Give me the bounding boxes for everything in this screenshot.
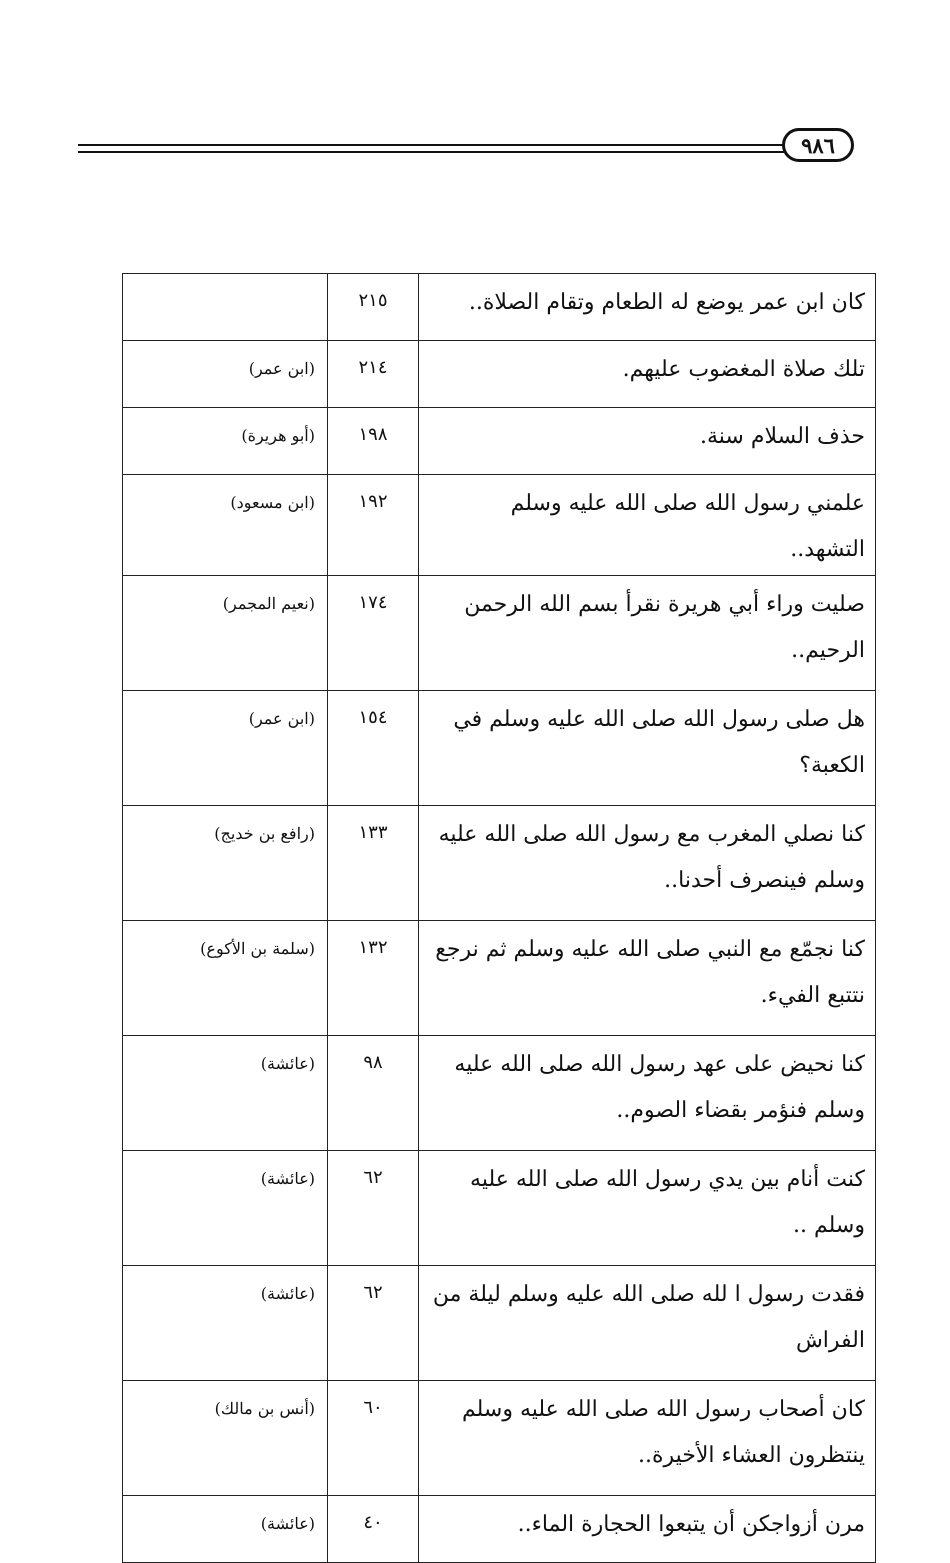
narrator: (نعيم المجمر) — [123, 576, 328, 691]
hadith-text: كنا نصلي المغرب مع رسول الله صلى الله عليه وسلم فينصرف أحدنا.. — [419, 806, 876, 921]
narrator — [123, 274, 328, 341]
page-ref: ١٩٨ — [328, 408, 419, 475]
page-ref: ٦٢ — [328, 1151, 419, 1266]
narrator: (عائشة) — [123, 1496, 328, 1563]
table-row — [123, 1266, 876, 1381]
page-ref: ١٣٢ — [328, 921, 419, 1036]
narrator: (عائشة) — [123, 1151, 328, 1266]
page-ref: ٦٢ — [328, 1266, 419, 1381]
hadith-text: هل صلى رسول الله صلى الله عليه وسلم في الكعبة؟ — [419, 691, 876, 806]
table-row — [123, 1151, 876, 1266]
hadith-text: كان أصحاب رسول الله صلى الله عليه وسلم ينتظرون العشاء الأخيرة.. — [419, 1381, 876, 1496]
narrator: (سلمة بن الأكوع) — [123, 921, 328, 1036]
narrator: (ابن مسعود) — [123, 475, 328, 576]
narrator: (ابن عمر) — [123, 691, 328, 806]
table-row — [123, 1036, 876, 1151]
hadith-text: مرن أزواجكن أن يتبعوا الحجارة الماء.. — [419, 1496, 876, 1563]
page-ref: ٢١٥ — [328, 274, 419, 341]
page-ref: ٢١٤ — [328, 341, 419, 408]
page-ref: ٦٠ — [328, 1381, 419, 1496]
narrator: (رافع بن خديج) — [123, 806, 328, 921]
table-row — [123, 576, 876, 691]
header-rule — [78, 144, 790, 153]
page-ref: ١٧٤ — [328, 576, 419, 691]
table-row — [123, 1381, 876, 1496]
hadith-text: علمني رسول الله صلى الله عليه وسلم التشهد.. — [419, 475, 876, 576]
narrator: (ابن عمر) — [123, 341, 328, 408]
page-ref: ٤٠ — [328, 1496, 419, 1563]
table-row — [123, 691, 876, 806]
page-ref: ١٥٤ — [328, 691, 419, 806]
page-ref: ١٩٢ — [328, 475, 419, 576]
table-row — [123, 921, 876, 1036]
hadith-text: كان ابن عمر يوضع له الطعام وتقام الصلاة.. — [419, 274, 876, 341]
hadith-text: صليت وراء أبي هريرة نقرأ بسم الله الرحمن الرحيم.. — [419, 576, 876, 691]
table-row — [123, 341, 876, 408]
page-ref: ١٣٣ — [328, 806, 419, 921]
hadith-text: كنت أنام بين يدي رسول الله صلى الله عليه وسلم .. — [419, 1151, 876, 1266]
page-ref: ٩٨ — [328, 1036, 419, 1151]
hadith-text: كنا نحيض على عهد رسول الله صلى الله عليه وسلم فنؤمر بقضاء الصوم.. — [419, 1036, 876, 1151]
table-row — [123, 408, 876, 475]
page-number-badge — [782, 128, 854, 162]
narrator: (عائشة) — [123, 1036, 328, 1151]
hadith-text: حذف السلام سنة. — [419, 408, 876, 475]
hadith-text: تلك صلاة المغضوب عليهم. — [419, 341, 876, 408]
table-row — [123, 274, 876, 341]
narrator: (أنس بن مالك) — [123, 1381, 328, 1496]
hadith-text: فقدت رسول ا لله صلى الله عليه وسلم ليلة من الفراش — [419, 1266, 876, 1381]
narrator: (أبو هريرة) — [123, 408, 328, 475]
hadith-index-table — [122, 273, 876, 1563]
narrator: (عائشة) — [123, 1266, 328, 1381]
page-header — [78, 128, 854, 170]
hadith-text: كنا نجمّع مع النبي صلى الله عليه وسلم ثم نرجع نتتبع الفيء. — [419, 921, 876, 1036]
table-row — [123, 1496, 876, 1563]
table-row — [123, 475, 876, 576]
table-row — [123, 806, 876, 921]
page-number: ٩٨٦ — [801, 132, 835, 158]
